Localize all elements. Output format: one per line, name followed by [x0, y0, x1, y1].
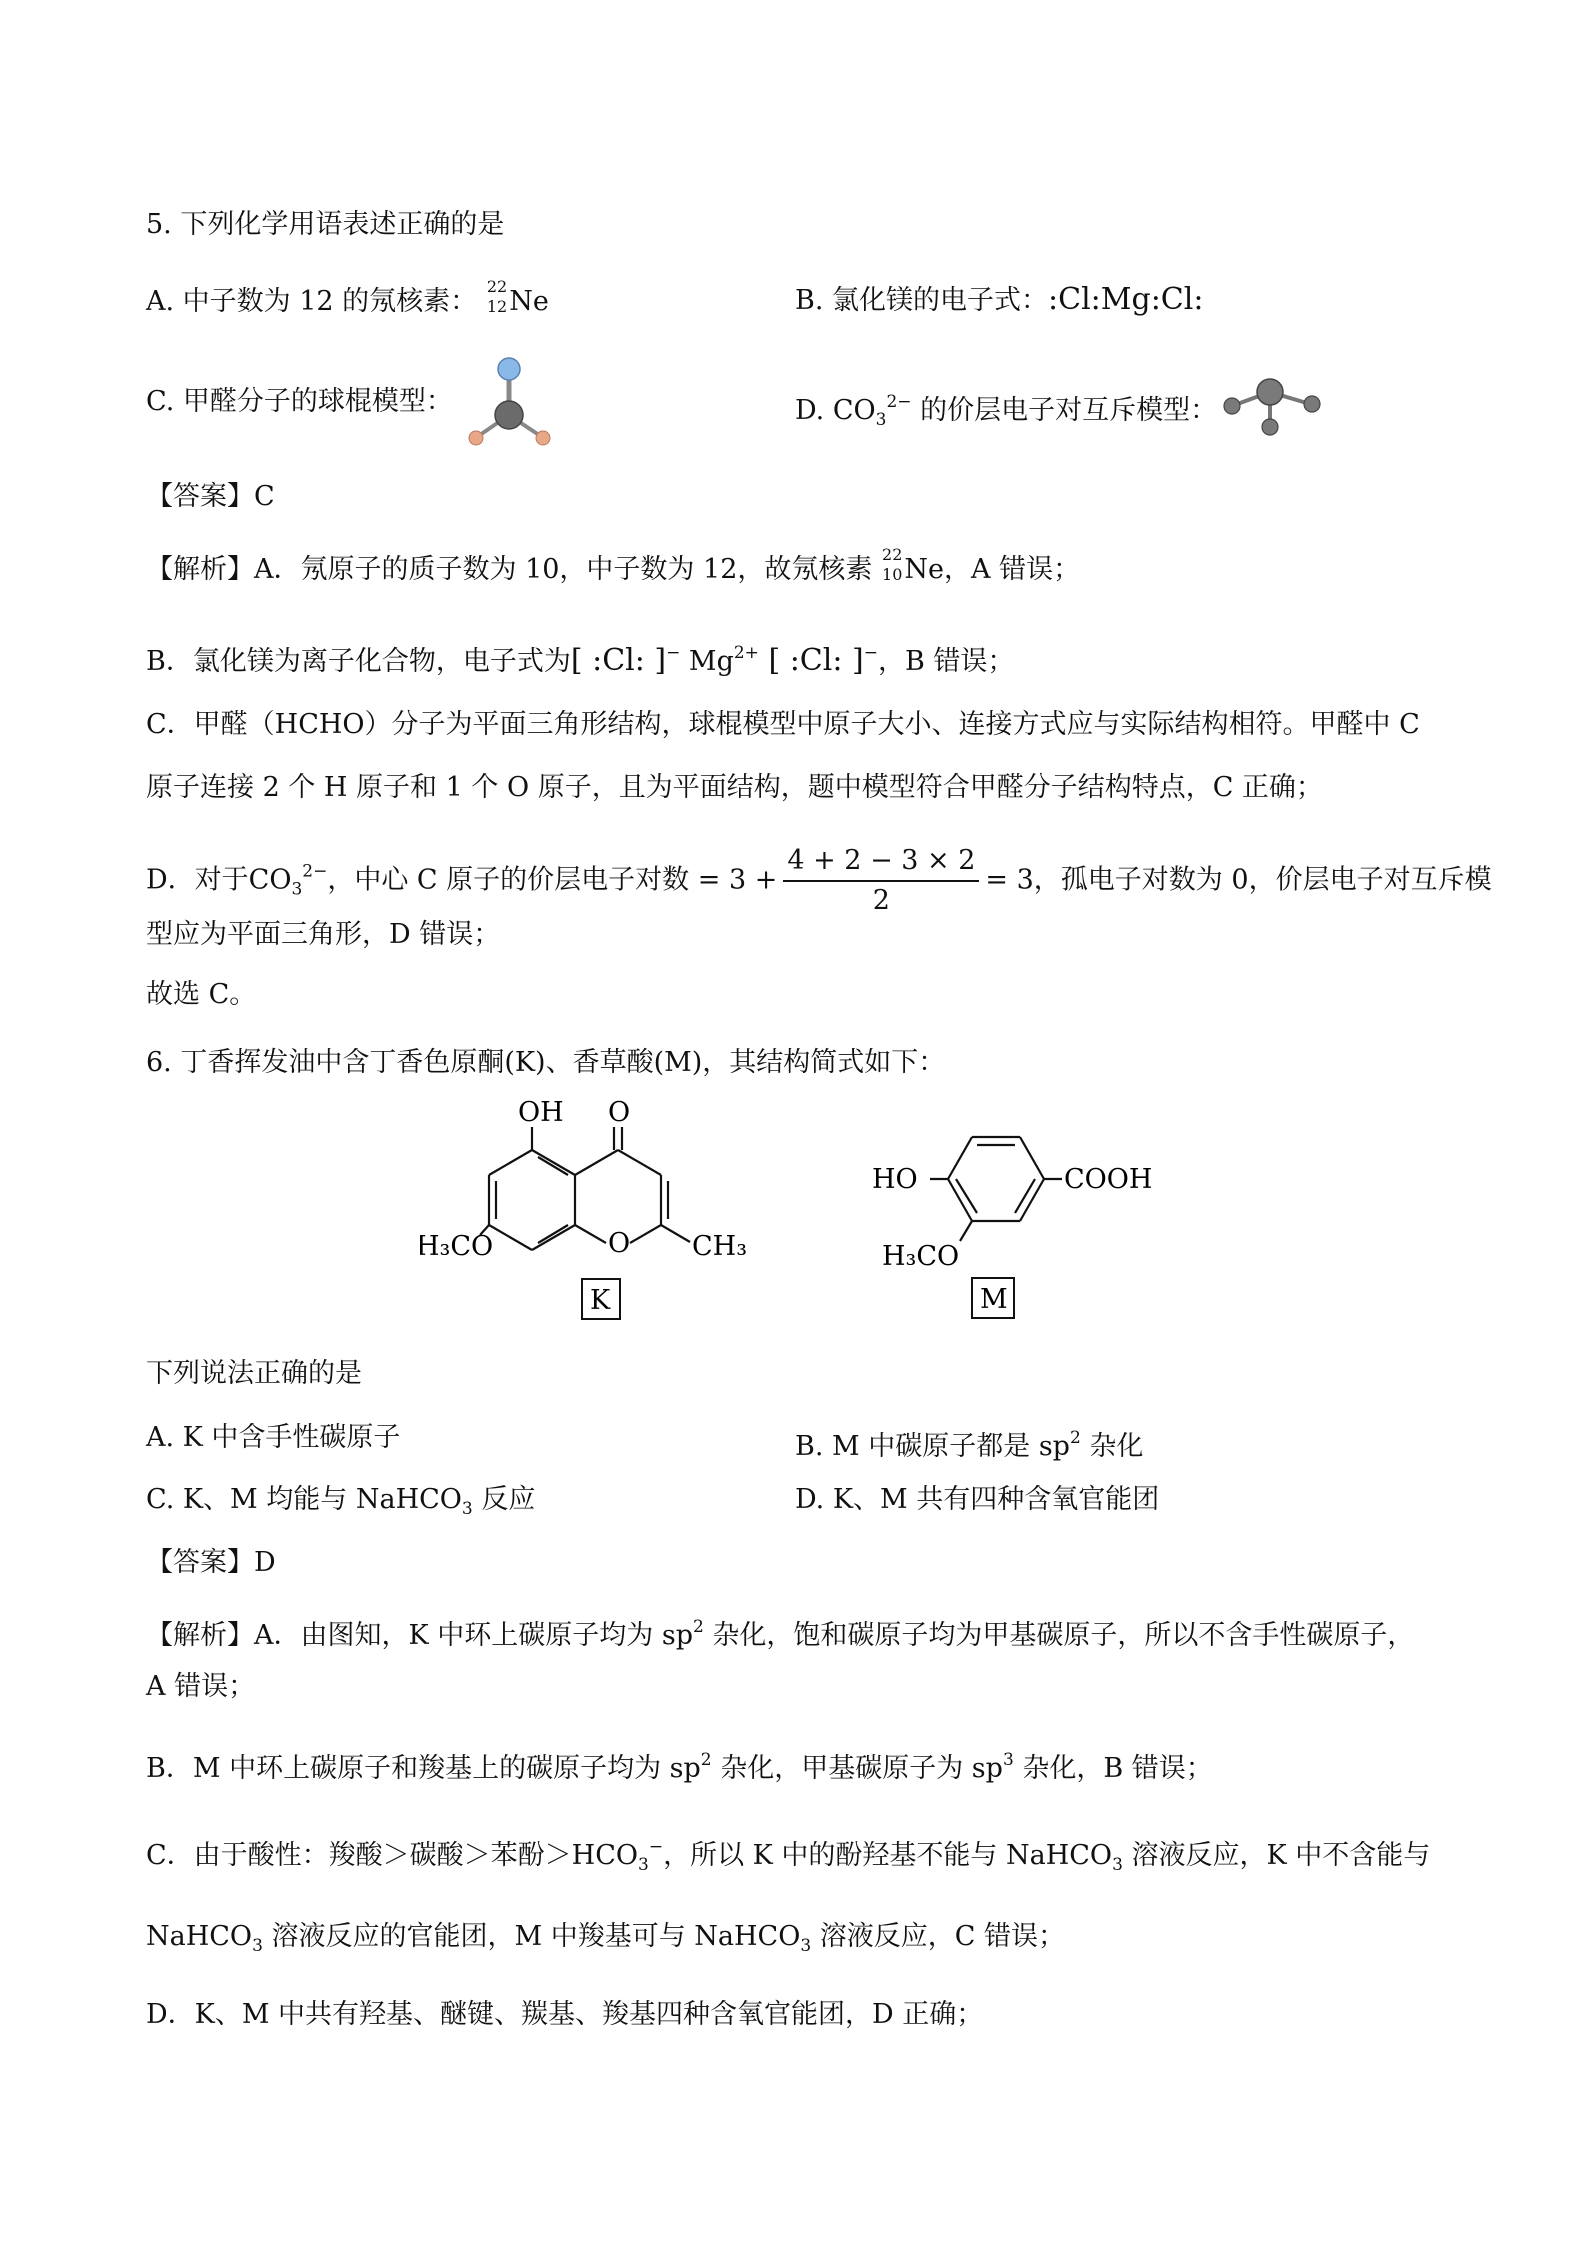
q6-answer: 【答案】D: [146, 1547, 276, 1578]
q6-stem: 6. 丁香挥发油中含丁香色原酮(K)、香草酸(M)，其结构简式如下：: [146, 1047, 946, 1078]
q5-option-b-text: B. 氯化镁的电子式：: [795, 285, 1049, 316]
q5-answer: 【答案】C: [146, 481, 275, 512]
q5-explanation-b: B．氯化镁为离子化合物，电子式为[ :Cl: ]− $Mg^{2+}$ [ :Cl: ]−，B 错误；: [146, 643, 1015, 678]
q6-explanation-a-line2: A 错误；: [146, 1671, 256, 1702]
mol-k-label: K: [590, 1285, 611, 1316]
mol-m-hydroxy-label: HO: [872, 1164, 918, 1195]
q6-explanation-d: D．K、M 中共有羟基、醚键、羰基、羧基四种含氧官能团，D 正确；: [146, 1999, 984, 2030]
q6-explanation-b: B．M 中环上碳原子和羧基上的碳原子均为 $sp^2$ 杂化，甲基碳原子为 $sp^3$ 杂化，B 错误；: [146, 1750, 1213, 1784]
mol-m-label: M: [980, 1284, 1008, 1315]
q5-stem: 5. 下列化学用语表述正确的是: [146, 209, 505, 240]
mol-k-keto-o-label: O: [608, 1097, 631, 1128]
q5-option-a-text: A. 中子数为 12 的氖核素：: [146, 286, 478, 317]
mol-m-carboxyl-label: COOH: [1064, 1164, 1153, 1195]
q6-option-b: B. M 中碳原子都是 $sp^2$ 杂化: [795, 1428, 1144, 1462]
q5-option-a: [146, 277, 549, 322]
hydrogen-ball: [536, 431, 550, 445]
oxygen-ball: [498, 358, 520, 380]
carbon-ball: [495, 401, 523, 429]
q5-explanation-d-line2: 型应为平面三角形，D 错误；: [146, 919, 501, 950]
hydrogen-ball: [469, 431, 483, 445]
q6-explanation-c: C．由于酸性：羧酸＞碳酸＞苯酚$>HCO_3^-$，所以 K 中的酚羟基不能与 NaHCO$_3$ 溶液反应，K 中不含能与: [146, 1837, 1431, 1875]
molecule-k-structure: [420, 1095, 780, 1335]
q6-lead: 下列说法正确的是: [146, 1358, 362, 1389]
q6-explanation-a: 【解析】A．由图知，K 中环上碳原子均为 $sp^2$ 杂化，饱和碳原子均为甲基碳原子，所以不含手性碳原子，: [146, 1617, 1415, 1651]
molecule-m-structure: [870, 1115, 1190, 1335]
formaldehyde-ball-stick-model: [462, 355, 562, 450]
q6-option-d: D. K、M 共有四种含氧官能团: [795, 1484, 1160, 1515]
mol-m-methoxy-label: H₃CO: [882, 1241, 960, 1272]
q5-option-b-formula: :Cl:Mg:Cl:: [1048, 282, 1204, 317]
mol-k-ring-o-label: O: [608, 1228, 631, 1259]
q5-option-d: D. $CO_3^{2-}$ 的价层电子对互斥模型：: [795, 392, 1218, 430]
q5-option-a-nuclide: 22 12: [486, 277, 508, 316]
vsepr-model: [1220, 370, 1330, 440]
mol-k-methoxy-label: H₃CO: [420, 1231, 494, 1262]
q6-option-a: A. K 中含手性碳原子: [146, 1422, 401, 1453]
q5-option-c-text: C. 甲醛分子的球棍模型：: [146, 386, 453, 417]
q5-explanation-a: 【解析】A．氖原子的质子数为 10，中子数为 12，故氖核素 22 10 Ne，A 错误；: [146, 545, 1081, 585]
q5-explanation-c-line1: C．甲醛（HCHO）分子为平面三角形结构，球棍模型中原子大小、连接方式应与实际结构相符。甲醛中 C: [146, 709, 1420, 740]
q5-conclusion: 故选 C。: [146, 979, 257, 1010]
q6-explanation-c-line2: NaHCO$_3$ 溶液反应的官能团，M 中羧基可与 NaHCO$_3$ 溶液反应，C 错误；: [146, 1921, 1066, 1956]
q5-explanation-a-nuclide: 22 10: [882, 545, 903, 584]
q5-explanation-c-line2: 原子连接 2 个 H 原子和 1 个 O 原子，且为平面结构，题中模型符合甲醛分子结构特点，C 正确；: [146, 772, 1323, 803]
q5-option-a-symbol: Ne: [509, 286, 549, 317]
q5-explanation-d: D．对于$CO_3^{2-}$，中心 C 原子的价层电子对数 = 3 + $\frac{4 + 2 - 3 \times 2}{2}$ = 3，孤电子对数为 0，价层电子对互斥模: [146, 842, 1492, 920]
valence-pair-fraction: $\frac{4 + 2 - 3 \times 2}{2}$: [783, 842, 979, 920]
mol-k-methyl-label: CH₃: [692, 1231, 748, 1262]
mol-k-oh-label: OH: [518, 1097, 564, 1128]
q5-option-c: [146, 382, 453, 422]
q5-option-b: [795, 280, 1203, 321]
q5-option-d-ion: CO: [832, 395, 876, 426]
q6-option-c: C. K、M 均能与 NaHCO$_3$ 反应: [146, 1484, 536, 1519]
